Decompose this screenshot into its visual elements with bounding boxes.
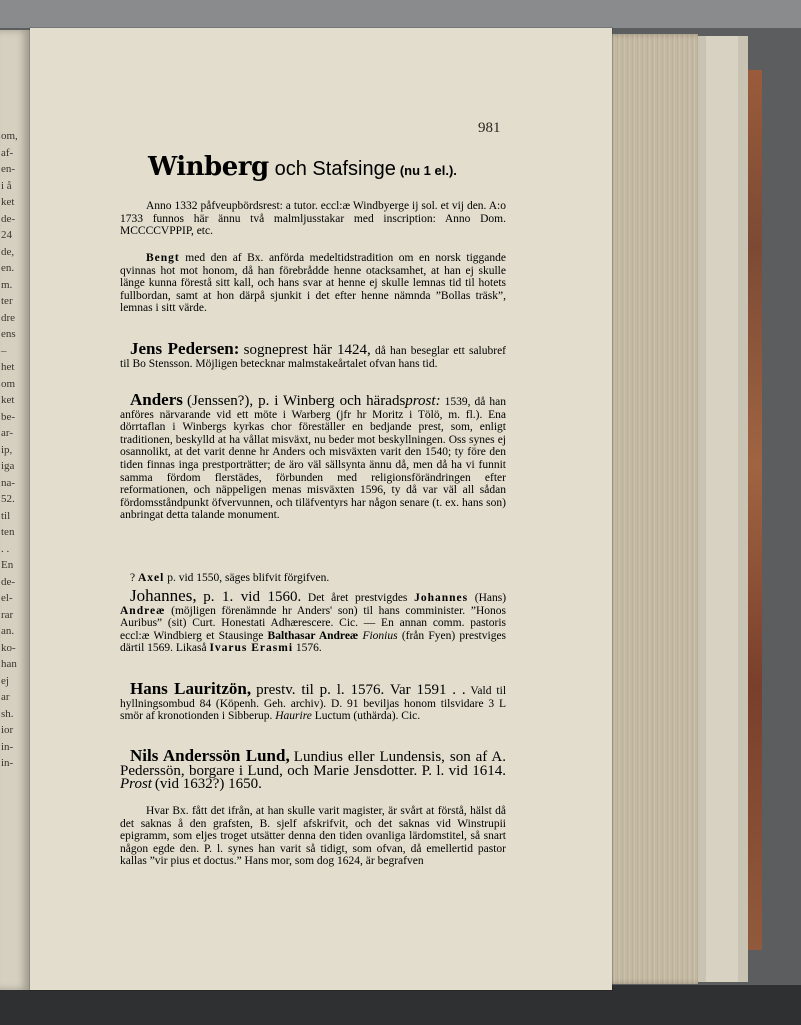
name-johannes: Johannes [414, 592, 469, 604]
entry-name: Bengt [146, 252, 180, 264]
facing-page-text-fragment: – [1, 344, 7, 357]
scan-background-top [0, 0, 801, 28]
paragraph-text: med den af Bx. anförda medeltidstradition om en norsk tiggande qvinnas hot mot honom, då han förebrådde henne otacksamhet, at han ej skulle länge kunna förestå sitt kall, och hans svar at henne ej skulle lemnas tid til hotets fullbordan, samt at hon därpå sjunkit i det efter henne nämnda ”Bollas träsk”, lemnas i sitt värde. [120, 252, 506, 315]
text-run: (möjligen förenämnde hr Anders' son) til hans comminister. ”Honos Auribus” (sit) Curt. Honestati Adhærescere. Cic. — En annan comm. pastoris eccl:æ Windbierg et Stausinge [120, 604, 507, 642]
facing-page-text-fragment: . . [1, 542, 10, 555]
facing-page-text-fragment: ej [1, 674, 9, 687]
paragraph-johannes [120, 586, 507, 655]
facing-page-text-fragment: ket [1, 394, 15, 406]
entry-name: Hans Lauritzön, [130, 679, 252, 698]
paragraph-jens-pedersen [120, 339, 507, 370]
entry-name: Nils Anderssön Lund, [130, 746, 290, 765]
scan-background-bottom [0, 985, 801, 1025]
text-run: Det året prestvigdes [307, 592, 408, 604]
facing-page-text-fragment: om [1, 377, 16, 390]
name-balthasar: Balthasar Andreæ [267, 629, 359, 642]
text-run: (Hans) [474, 592, 507, 604]
parish-note: (nu 1 el.). [399, 163, 457, 178]
facing-page-text-fragment: 52. [1, 493, 15, 505]
paragraph-text: Hvar Bx. fått det ifrån, at han skulle varit magister, är svårt at förstå, hälst då det saknas å den grafsten, B. sjelf afskrifvit, och det saknas vid Winstrupii epigramm, som eljes troget utsätter denna den tiden ovanliga lärdomstitel, så snart någon egde den. P. l. synes han varit så tidigt, som ofvan, då emellertid pastor kallas ”vir pius et doctus.” Hans mor, som dog 1624, är begrafven [120, 805, 506, 868]
facing-page-text-fragment: ten [1, 526, 15, 538]
paragraph-anders [120, 390, 507, 522]
facing-page-text-fragment: el- [1, 592, 13, 604]
facing-page-text-fragment: ter [1, 295, 13, 307]
paragraph-text: p. vid 1550, säges blifvit förgifven. [167, 572, 330, 584]
facing-page-text-fragment: ar [1, 691, 10, 703]
text-run: Luctum (uthärda). Cic. [314, 710, 421, 723]
text-run: 1576. [295, 642, 322, 655]
facing-page-text-fragment: rar [1, 608, 14, 621]
facing-page-text-fragment: ip, [1, 443, 13, 456]
entry-name: Johannes, [130, 586, 197, 605]
facing-page-text-fragment: dre [1, 311, 16, 324]
entry-lead: p. 1. vid 1560. [203, 589, 302, 605]
question-mark: ? [130, 572, 136, 584]
text-run: 1569. Likaså [147, 642, 207, 655]
book-cover-board [698, 36, 748, 982]
facing-page-text-fragment: han [1, 658, 17, 670]
entry-name: Axel [137, 572, 165, 584]
page-edges [606, 34, 698, 984]
facing-page-text-fragment: be- [1, 410, 16, 423]
parish-heading [148, 152, 457, 182]
facing-page-text-fragment: i å [1, 179, 12, 192]
entry-lead: (Jenssen?), p. i Winberg och härads [186, 393, 406, 409]
entry-lead: Lundius eller Lundensis, son af A. Pederssön, borgare i Lund, och Marie Jensdotter. P. l. vid 1614. [120, 749, 506, 779]
facing-page-text-fragment: an. [1, 625, 15, 637]
cover-board-inner [706, 36, 738, 982]
facing-page-text-fragment: en. [1, 262, 15, 274]
facing-page-text-fragment: de- [1, 575, 16, 588]
paragraph-text: Vald til hyllningsombud 84 (Köpenh. Geh. archiv). D. 91 beviljas honom tilsvidare 3 L smör af kronotionden i Sibberup. [120, 685, 507, 723]
facing-page-text-fragment: En [1, 559, 14, 571]
page-number: 981 [478, 120, 501, 136]
entry-lead: prestv. til p. l. 1576. Var 1591 . . [256, 682, 466, 698]
book-page [30, 28, 612, 990]
facing-page-text-fragment: ens [1, 328, 16, 340]
facing-page-text-fragment: m. [1, 278, 13, 291]
name-andreae: Andreæ [120, 604, 166, 617]
facing-page-text-fragment: en- [1, 163, 16, 175]
facing-page-text-fragment: na- [1, 476, 16, 489]
paragraph-text: då han beseglar ett salubref til Bo Stensson. Möjligen betecknar malmstakeårtalet ofvan hans tid. [120, 345, 507, 370]
facing-page-text-fragment: sh. [1, 707, 14, 720]
paragraph-axel [120, 572, 506, 585]
facing-page-text-fragment: de, [1, 245, 15, 258]
entry-lead-italic: prost: [405, 393, 441, 409]
facing-page-text-fragment: het [1, 361, 15, 373]
facing-page-text-fragment: om, [1, 130, 18, 142]
entry-tail: (vid 1632?) 1650. [154, 776, 262, 793]
paragraph-nils-andersson-lund [120, 746, 506, 793]
parish-rest: och Stafsinge [274, 158, 396, 180]
facing-page-text-fragment: ar- [1, 427, 13, 439]
entry-name: Jens Pedersen: [130, 339, 240, 358]
facing-page-text-fragment: in- [1, 740, 14, 753]
facing-page-fragment [0, 30, 30, 990]
facing-page-text-fragment: in- [1, 757, 14, 769]
paragraph-hans-lauritzon [120, 679, 507, 723]
name-fionius: Fionius [362, 629, 398, 642]
text-italic: Haurire [275, 710, 312, 723]
facing-page-text-fragment: iga [1, 460, 15, 472]
entry-lead-italic: Prost [120, 776, 152, 793]
facing-page-text-fragment: de- [1, 212, 16, 225]
facing-page-text-fragment: ior [1, 724, 14, 736]
facing-page-text-fragment: ket [1, 196, 15, 208]
facing-page-text-fragment: ko- [1, 641, 16, 654]
facing-page-text-fragment: 24 [1, 229, 12, 241]
paragraph-hvar-bx [120, 805, 506, 868]
paragraph-text: Anno 1332 påfveupbördsrest: a tutor. eccl:æ Windbyerge ij sol. et vij den. A:o 1733 funnos här ännu två malmljusstakar med inscription: Anno Dom. MCCCCVPPIP, etc. [120, 200, 506, 238]
name-ivarus: Ivarus Erasmi [209, 642, 294, 655]
text-run: (från Fyen) prestviges därtil [120, 629, 507, 655]
paragraph-anno-1332 [120, 200, 506, 238]
entry-lead: sogneprest här 1424, [243, 342, 371, 358]
parish-name: Winberg [148, 152, 269, 182]
entry-name: Anders [130, 390, 183, 409]
paragraph-text: 1539, då han anföres närvarande vid ett möte i Warberg (jfr hr Moritz i Tölö, m. fl.). Ena dörrtaflan i Winbergs kyrkas chor föreställer en bedjande prest, som, enligt traditionen, beskylld at ha vållat misväxt, nu beder mot beskyllningen. Oss synes ej osannolikt, at det varit denne hr Anders och misväxten varit den 1540; ty före den tiden finnas inga prestporträtter; de äro väl sällsynta ännu då, men då ha vi funnit samma fördom flerstädes, förbunden med religionsförändringen efter reformationen, och näppeligen menas misväxten 1596, ty då var väl all sådan fördomsståndpunkt öfvervunnen, och tiläfventyrs har någon senare (t. ex. hans son) anbringat detta talande monument. [120, 396, 507, 522]
facing-page-text-fragment: af- [1, 146, 14, 159]
facing-page-text-fragment: til [1, 509, 11, 522]
paragraph-bengt [120, 252, 506, 315]
